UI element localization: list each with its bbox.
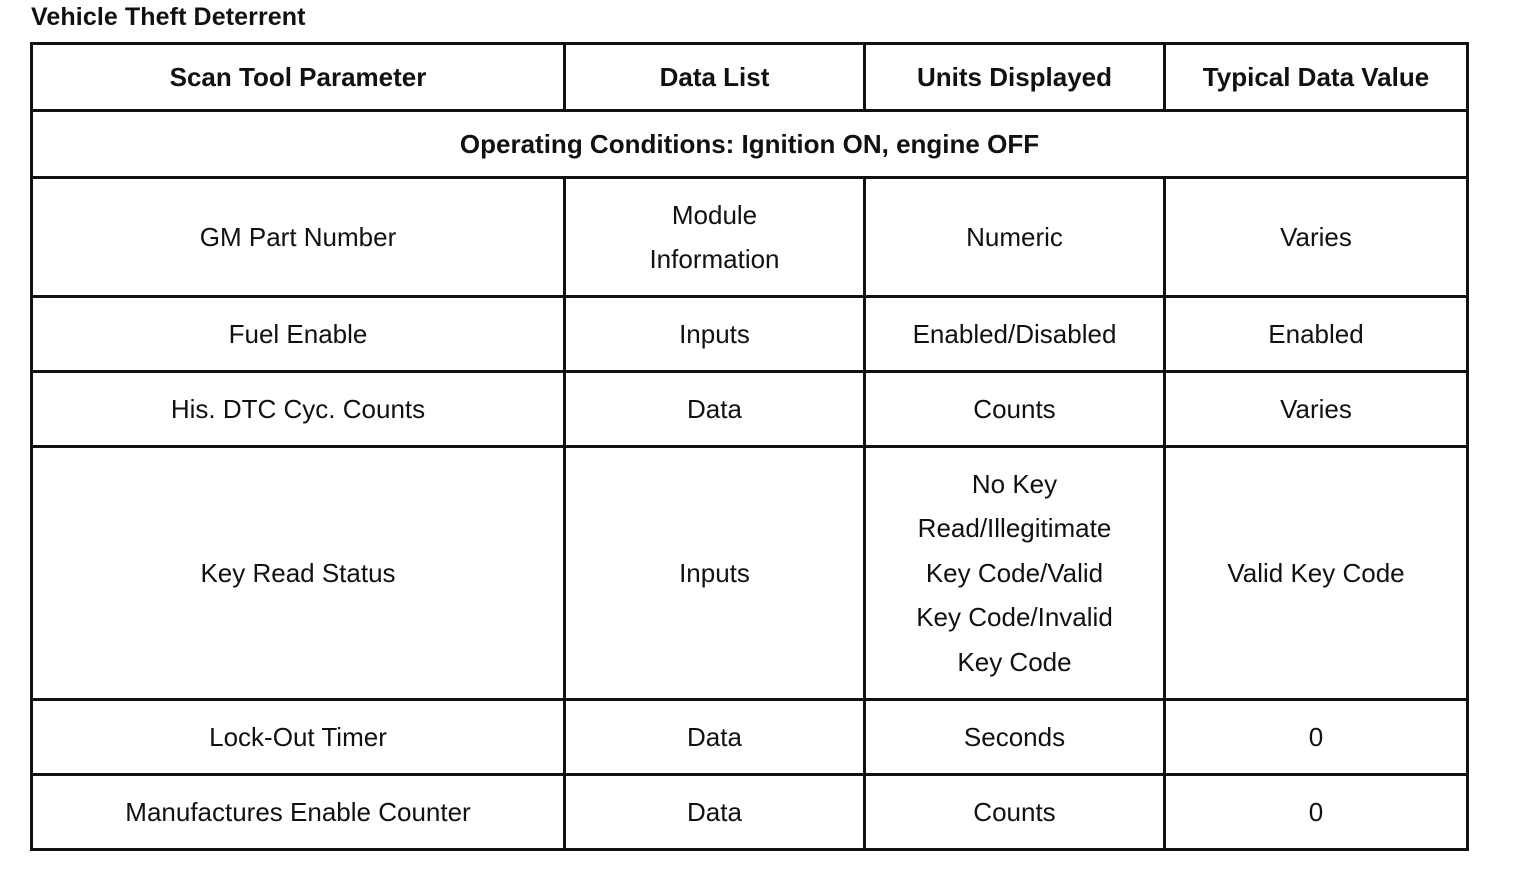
- units-cell: [865, 178, 1165, 297]
- scan-tool-data-table: [30, 42, 1469, 851]
- data-list-cell: [565, 372, 865, 447]
- units-cell: [865, 447, 1165, 700]
- table-row: [32, 775, 1468, 850]
- data-list-line: Inputs: [679, 318, 750, 349]
- operating-conditions-row: [32, 111, 1468, 178]
- units-line: Counts: [973, 393, 1056, 424]
- typical-value-cell: Varies: [1165, 178, 1468, 297]
- units-cell: [865, 775, 1165, 850]
- units-line: Seconds: [963, 721, 1066, 752]
- parameter-cell: Fuel Enable: [32, 297, 565, 372]
- units-cell: [865, 700, 1165, 775]
- parameter-cell: GM Part Number: [32, 178, 565, 297]
- data-list-cell: [565, 700, 865, 775]
- data-list-line: Data: [687, 393, 742, 424]
- table-row: [32, 447, 1468, 700]
- header-row: [32, 44, 1468, 111]
- data-list-line: Data: [687, 796, 742, 827]
- units-cell: [865, 297, 1165, 372]
- units-line: Read/Illegitimate: [917, 513, 1112, 544]
- typical-value-cell: Varies: [1165, 372, 1468, 447]
- data-list-cell: [565, 447, 865, 700]
- units-line: Enabled/Disabled: [912, 318, 1117, 349]
- parameter-cell: His. DTC Cyc. Counts: [32, 372, 565, 447]
- data-list-cell: [565, 178, 865, 297]
- units-line: Key Code/Invalid: [916, 602, 1113, 633]
- typical-value-cell: 0: [1165, 700, 1468, 775]
- parameter-cell: Key Read Status: [32, 447, 565, 700]
- parameter-cell: Manufactures Enable Counter: [32, 775, 565, 850]
- parameter-cell: Lock-Out Timer: [32, 700, 565, 775]
- header-units-displayed: Units Displayed: [865, 44, 1165, 111]
- units-cell: [865, 372, 1165, 447]
- header-scan-tool-parameter: Scan Tool Parameter: [32, 44, 565, 111]
- table-row: [32, 178, 1468, 297]
- table-row: [32, 372, 1468, 447]
- typical-value-cell: 0: [1165, 775, 1468, 850]
- data-list-cell: [565, 297, 865, 372]
- header-data-list: Data List: [565, 44, 865, 111]
- data-list-line: Data: [687, 721, 742, 752]
- document-title: Vehicle Theft Deterrent: [31, 3, 306, 31]
- units-line: No Key: [971, 468, 1058, 499]
- units-line: Key Code/Valid: [925, 557, 1104, 588]
- operating-conditions: Operating Conditions: Ignition ON, engine OFF: [32, 111, 1468, 178]
- table-row: [32, 700, 1468, 775]
- units-line: Numeric: [966, 221, 1063, 252]
- units-line: Key Code: [957, 646, 1072, 677]
- typical-value-cell: Enabled: [1165, 297, 1468, 372]
- units-line: Counts: [973, 796, 1056, 827]
- data-list-line: Module: [671, 199, 758, 230]
- typical-value-cell: Valid Key Code: [1165, 447, 1468, 700]
- data-list-line: Information: [649, 244, 780, 274]
- table-row: [32, 297, 1468, 372]
- data-list-line: Inputs: [679, 557, 750, 588]
- data-list-cell: [565, 775, 865, 850]
- header-typical-data-value: Typical Data Value: [1165, 44, 1468, 111]
